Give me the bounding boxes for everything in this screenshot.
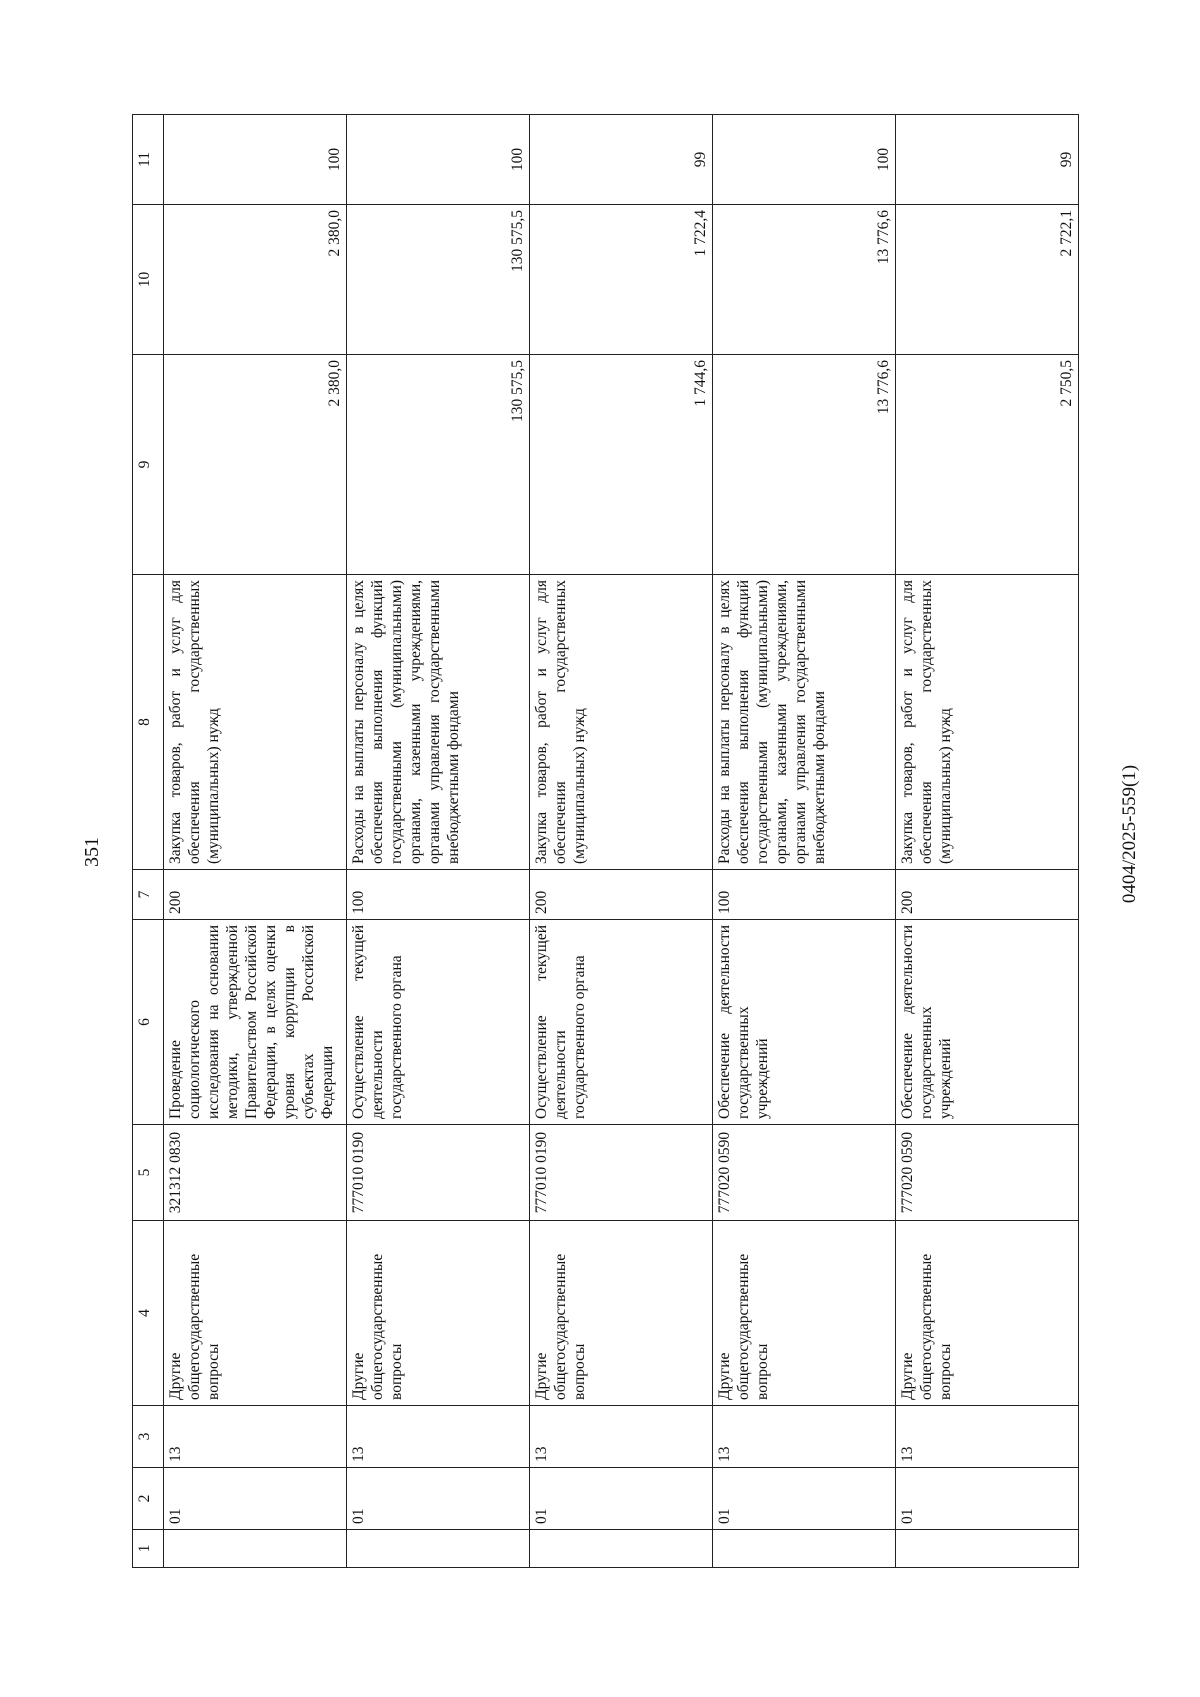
cell-section-name: Другие общегосударственные вопросы bbox=[713, 1221, 896, 1406]
header-col-4: 4 bbox=[133, 1221, 164, 1406]
header-row bbox=[133, 115, 164, 1568]
cell-col-1 bbox=[347, 1530, 530, 1568]
cell-target-article: 777020 0590 bbox=[896, 1125, 1079, 1221]
cell-section: 01 bbox=[347, 1468, 530, 1530]
cell-target-article: 321312 0830 bbox=[164, 1125, 347, 1221]
cell-article-name: Осуществление текущей деятельности государственного органа bbox=[530, 920, 713, 1125]
cell-target-article: 777020 0590 bbox=[713, 1125, 896, 1221]
header-col-5: 5 bbox=[133, 1125, 164, 1221]
budget-table bbox=[132, 114, 1079, 1568]
cell-article-name: Осуществление текущей деятельности государственного органа bbox=[347, 920, 530, 1125]
cell-col-1 bbox=[896, 1530, 1079, 1568]
header-col-9: 9 bbox=[133, 355, 164, 575]
cell-section: 01 bbox=[164, 1468, 347, 1530]
cell-executed-amount: 1 722,4 bbox=[530, 205, 713, 355]
cell-expense-type-name: Закупка товаров, работ и услуг для обеспечения государственных (муниципальных) нужд bbox=[896, 575, 1079, 870]
cell-article-name: Обеспечение деятельности государственных учреждений bbox=[713, 920, 896, 1125]
header-col-11: 11 bbox=[133, 115, 164, 205]
cell-col-1 bbox=[530, 1530, 713, 1568]
cell-article-name: Обеспечение деятельности государственных учреждений bbox=[896, 920, 1079, 1125]
header-col-7: 7 bbox=[133, 870, 164, 920]
budget-table-rotated bbox=[132, 115, 1075, 1568]
cell-section: 01 bbox=[896, 1468, 1079, 1530]
cell-approved-amount: 1 744,6 bbox=[530, 355, 713, 575]
header-col-6: 6 bbox=[133, 920, 164, 1125]
cell-expense-type: 200 bbox=[530, 870, 713, 920]
cell-expense-type: 100 bbox=[347, 870, 530, 920]
cell-article-name: Проведение социологического исследования на основании методики, утвержденной Правительством Российской Федерации, в целях оценки уровня коррупции в субъектах Российской Федерации bbox=[164, 920, 347, 1125]
header-col-10: 10 bbox=[133, 205, 164, 355]
cell-section-name: Другие общегосударственные вопросы bbox=[530, 1221, 713, 1406]
cell-section: 01 bbox=[713, 1468, 896, 1530]
page-number: 351 bbox=[81, 837, 103, 867]
cell-execution-percent: 100 bbox=[713, 115, 896, 205]
cell-approved-amount: 2 380,0 bbox=[164, 355, 347, 575]
cell-execution-percent: 99 bbox=[896, 115, 1079, 205]
cell-execution-percent: 100 bbox=[164, 115, 347, 205]
cell-target-article: 777010 0190 bbox=[530, 1125, 713, 1221]
cell-execution-percent: 99 bbox=[530, 115, 713, 205]
header-col-2: 2 bbox=[133, 1468, 164, 1530]
cell-expense-type: 200 bbox=[164, 870, 347, 920]
cell-section-name: Другие общегосударственные вопросы bbox=[347, 1221, 530, 1406]
cell-col-1 bbox=[164, 1530, 347, 1568]
cell-executed-amount: 2 722,1 bbox=[896, 205, 1079, 355]
cell-col-1 bbox=[713, 1530, 896, 1568]
cell-expense-type-name: Расходы на выплаты персоналу в целях обеспечения выполнения функций государственными (муниципальными) органами, казенными учреждениями, органами управления государственными внебюджетными фондами bbox=[713, 575, 896, 870]
cell-expense-type: 200 bbox=[896, 870, 1079, 920]
table-row bbox=[164, 115, 347, 1568]
header-col-3: 3 bbox=[133, 1406, 164, 1468]
table-row bbox=[347, 115, 530, 1568]
cell-execution-percent: 100 bbox=[347, 115, 530, 205]
cell-approved-amount: 13 776,6 bbox=[713, 355, 896, 575]
cell-section-name: Другие общегосударственные вопросы bbox=[164, 1221, 347, 1406]
cell-expense-type-name: Закупка товаров, работ и услуг для обеспечения государственных (муниципальных) нужд bbox=[530, 575, 713, 870]
table-row bbox=[896, 115, 1079, 1568]
table-row bbox=[713, 115, 896, 1568]
cell-expense-type-name: Закупка товаров, работ и услуг для обеспечения государственных (муниципальных) нужд bbox=[164, 575, 347, 870]
cell-subsection: 13 bbox=[530, 1406, 713, 1468]
header-col-8: 8 bbox=[133, 575, 164, 870]
cell-executed-amount: 130 575,5 bbox=[347, 205, 530, 355]
cell-section-name: Другие общегосударственные вопросы bbox=[896, 1221, 1079, 1406]
cell-subsection: 13 bbox=[896, 1406, 1079, 1468]
document-code: 0404/2025-559(1) bbox=[1119, 764, 1140, 904]
table-row bbox=[530, 115, 713, 1568]
cell-approved-amount: 130 575,5 bbox=[347, 355, 530, 575]
cell-subsection: 13 bbox=[713, 1406, 896, 1468]
cell-subsection: 13 bbox=[164, 1406, 347, 1468]
cell-expense-type-name: Расходы на выплаты персоналу в целях обеспечения выполнения функций государственными (муниципальными) органами, казенными учреждениями, органами управления государственными внебюджетными фондами bbox=[347, 575, 530, 870]
cell-target-article: 777010 0190 bbox=[347, 1125, 530, 1221]
cell-executed-amount: 13 776,6 bbox=[713, 205, 896, 355]
cell-expense-type: 100 bbox=[713, 870, 896, 920]
cell-executed-amount: 2 380,0 bbox=[164, 205, 347, 355]
cell-approved-amount: 2 750,5 bbox=[896, 355, 1079, 575]
header-col-1: 1 bbox=[133, 1530, 164, 1568]
cell-section: 01 bbox=[530, 1468, 713, 1530]
cell-subsection: 13 bbox=[347, 1406, 530, 1468]
